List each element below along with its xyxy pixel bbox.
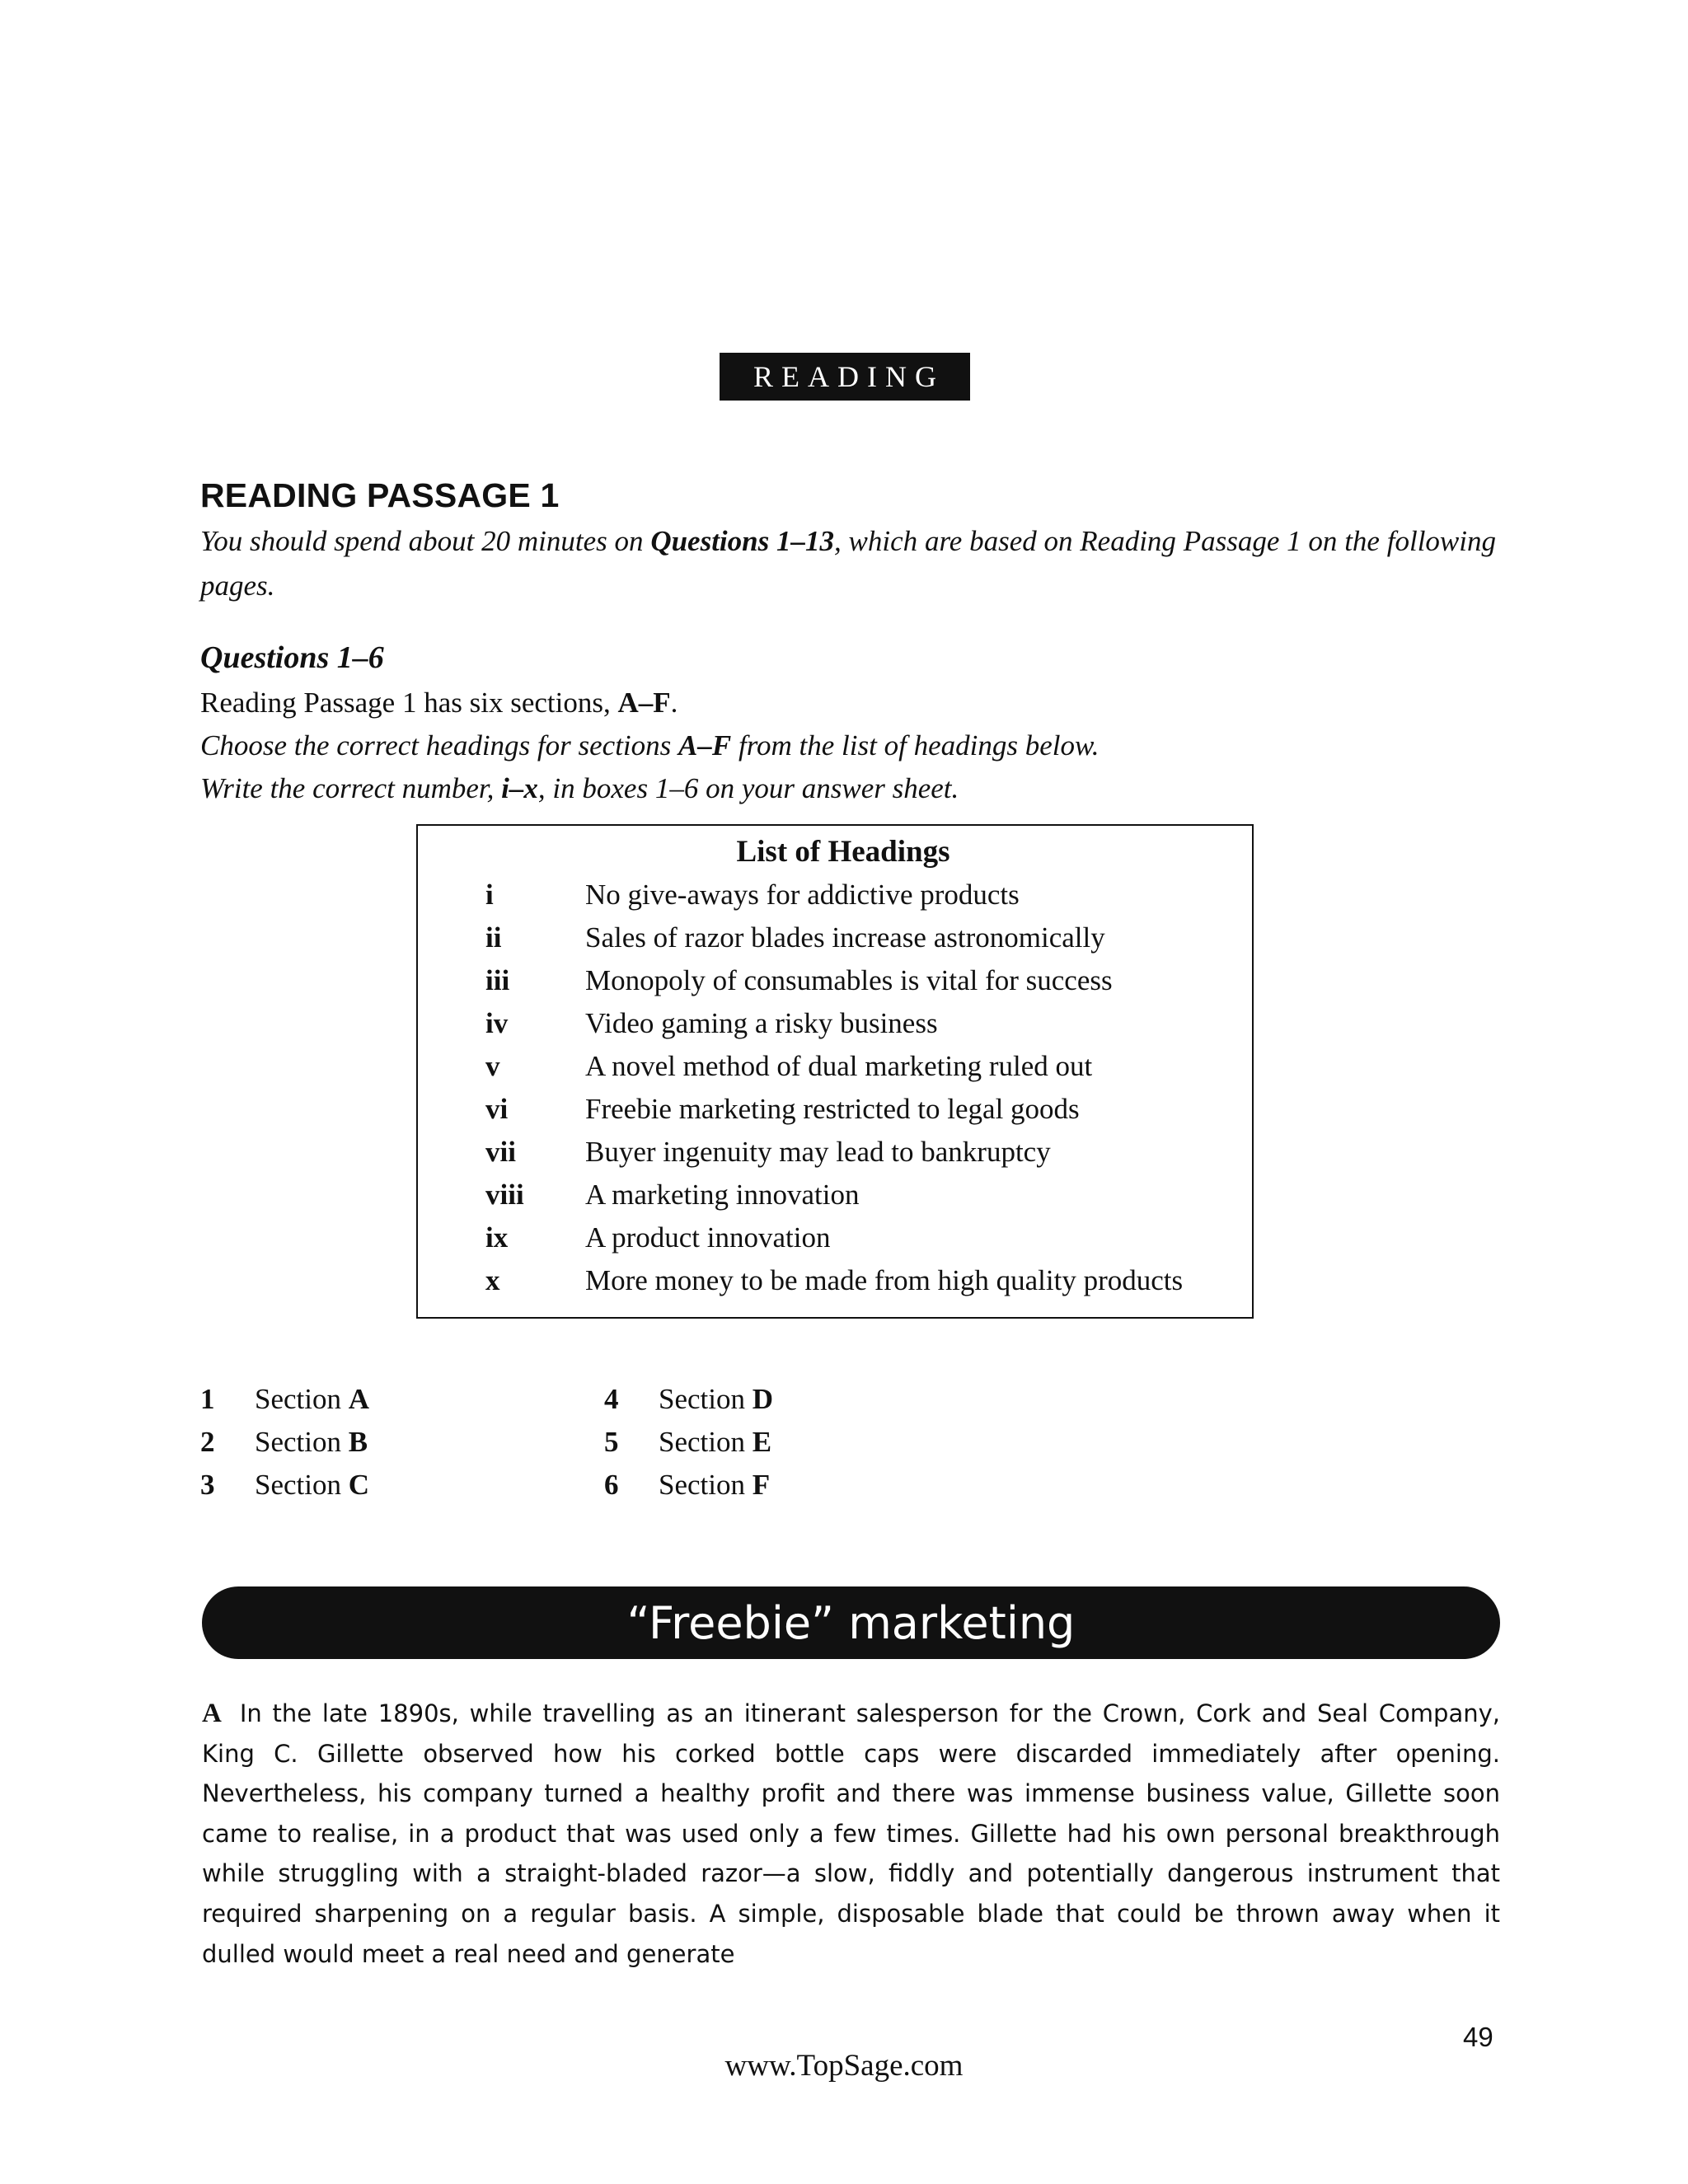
passage-title: “Freebie” marketing xyxy=(626,1596,1076,1649)
task-line3-text: Write the correct number, xyxy=(200,772,502,804)
heading-numeral: vii xyxy=(485,1136,516,1168)
list-item xyxy=(418,1264,1252,1307)
section-a-text: In the late 1890s, while travelling as an itinerant salesperson for the Crown, Cork and Seal Company, King C. Gillette observed how his corked bottle caps were discarded immediately after opening. Nevertheless, his company turned a healthy profit and there was immense business value, Gillette soon came to realise, in a product that was used only a few times. Gillette had his own personal breakthrough while struggling with a straight-bladed razor—a slow, fiddly and potentially dangerous instrument that required sharpening on a regular basis. A simple, disposable blade that could be thrown away when it dulled would meet a real need and generate xyxy=(202,1699,1500,1968)
instructions-text-start: You should spend about 20 minutes on xyxy=(200,525,651,557)
section-letter: F xyxy=(752,1469,771,1501)
questions-title: Questions 1–6 xyxy=(200,640,384,675)
section-letter: E xyxy=(752,1426,772,1458)
footer-url: www.TopSage.com xyxy=(724,2049,964,2083)
heading-text: A product innovation xyxy=(585,1221,831,1254)
section-letter: B xyxy=(348,1426,368,1458)
heading-numeral: v xyxy=(485,1050,500,1082)
heading-text: Video gaming a risky business xyxy=(585,1007,938,1039)
question-item xyxy=(200,1469,530,1506)
instructions-questions-range: Questions 1–13 xyxy=(650,525,835,557)
question-label: Section B xyxy=(255,1426,368,1458)
heading-text: A marketing innovation xyxy=(585,1179,860,1211)
heading-text: Buyer ingenuity may lead to bankruptcy xyxy=(585,1136,1051,1168)
section-letter: D xyxy=(752,1383,774,1415)
list-item xyxy=(418,1007,1252,1050)
list-item xyxy=(418,1179,1252,1221)
question-item xyxy=(604,1469,934,1506)
heading-numeral: iii xyxy=(485,964,510,996)
list-item xyxy=(418,879,1252,921)
question-number: 4 xyxy=(604,1383,619,1415)
passage-title-bar xyxy=(202,1586,1500,1659)
heading-numeral: ii xyxy=(485,921,502,954)
page-number: 49 xyxy=(1463,2022,1493,2052)
task-line2-range: A–F xyxy=(678,729,732,762)
question-number: 3 xyxy=(200,1469,215,1501)
task-line-choose xyxy=(200,729,1099,762)
heading-numeral: i xyxy=(485,879,494,911)
question-item xyxy=(200,1383,530,1420)
task-line1-end: . xyxy=(670,687,678,719)
question-item xyxy=(604,1426,934,1463)
question-label: Section F xyxy=(659,1469,771,1501)
question-number: 5 xyxy=(604,1426,619,1458)
question-number: 6 xyxy=(604,1469,619,1501)
heading-text: A novel method of dual marketing ruled out xyxy=(585,1050,1093,1082)
list-of-headings-box xyxy=(416,824,1254,1319)
instructions-text-end: , which are based on Reading Passage 1 on the following pages. xyxy=(200,525,1496,602)
heading-text: Monopoly of consumables is vital for success xyxy=(585,964,1113,996)
task-line1-range: A–F xyxy=(617,687,671,719)
task-line1-text: Reading Passage 1 has six sections, xyxy=(200,687,618,719)
question-item xyxy=(200,1426,530,1463)
task-line-write xyxy=(200,772,959,805)
reading-banner: READING xyxy=(720,353,970,401)
task-line2-end: from the list of headings below. xyxy=(731,729,1100,762)
task-line-sections xyxy=(200,687,678,719)
list-item xyxy=(418,1221,1252,1264)
task-line3-end: , in boxes 1–6 on your answer sheet. xyxy=(537,772,959,804)
list-item xyxy=(418,1136,1252,1179)
list-item xyxy=(418,964,1252,1007)
task-line2-text: Choose the correct headings for sections xyxy=(200,729,679,762)
list-item xyxy=(418,1093,1252,1136)
heading-numeral: ix xyxy=(485,1221,509,1254)
time-instructions xyxy=(200,519,1496,608)
heading-numeral: x xyxy=(485,1264,500,1296)
heading-text: No give-aways for addictive products xyxy=(585,879,1020,911)
question-number: 2 xyxy=(200,1426,215,1458)
section-letter: A xyxy=(202,1699,222,1728)
list-item xyxy=(418,1050,1252,1093)
heading-text: Freebie marketing restricted to legal goods xyxy=(585,1093,1080,1125)
question-label: Section A xyxy=(255,1383,370,1415)
passage-section-a xyxy=(202,1694,1500,1974)
question-label: Section D xyxy=(659,1383,774,1415)
list-item xyxy=(418,921,1252,964)
headings-list-title: List of Headings xyxy=(736,835,950,869)
heading-numeral: viii xyxy=(485,1179,524,1211)
passage-heading: READING PASSAGE 1 xyxy=(200,476,560,514)
section-letter: C xyxy=(348,1469,370,1501)
question-number: 1 xyxy=(200,1383,215,1415)
question-item xyxy=(604,1383,934,1420)
heading-numeral: iv xyxy=(485,1007,509,1039)
section-letter: A xyxy=(348,1383,370,1415)
task-line3-range: i–x xyxy=(501,772,538,804)
question-label: Section C xyxy=(255,1469,370,1501)
question-label: Section E xyxy=(659,1426,772,1458)
heading-text: More money to be made from high quality products xyxy=(585,1264,1184,1296)
heading-numeral: vi xyxy=(485,1093,509,1125)
heading-text: Sales of razor blades increase astronomically xyxy=(585,921,1105,954)
